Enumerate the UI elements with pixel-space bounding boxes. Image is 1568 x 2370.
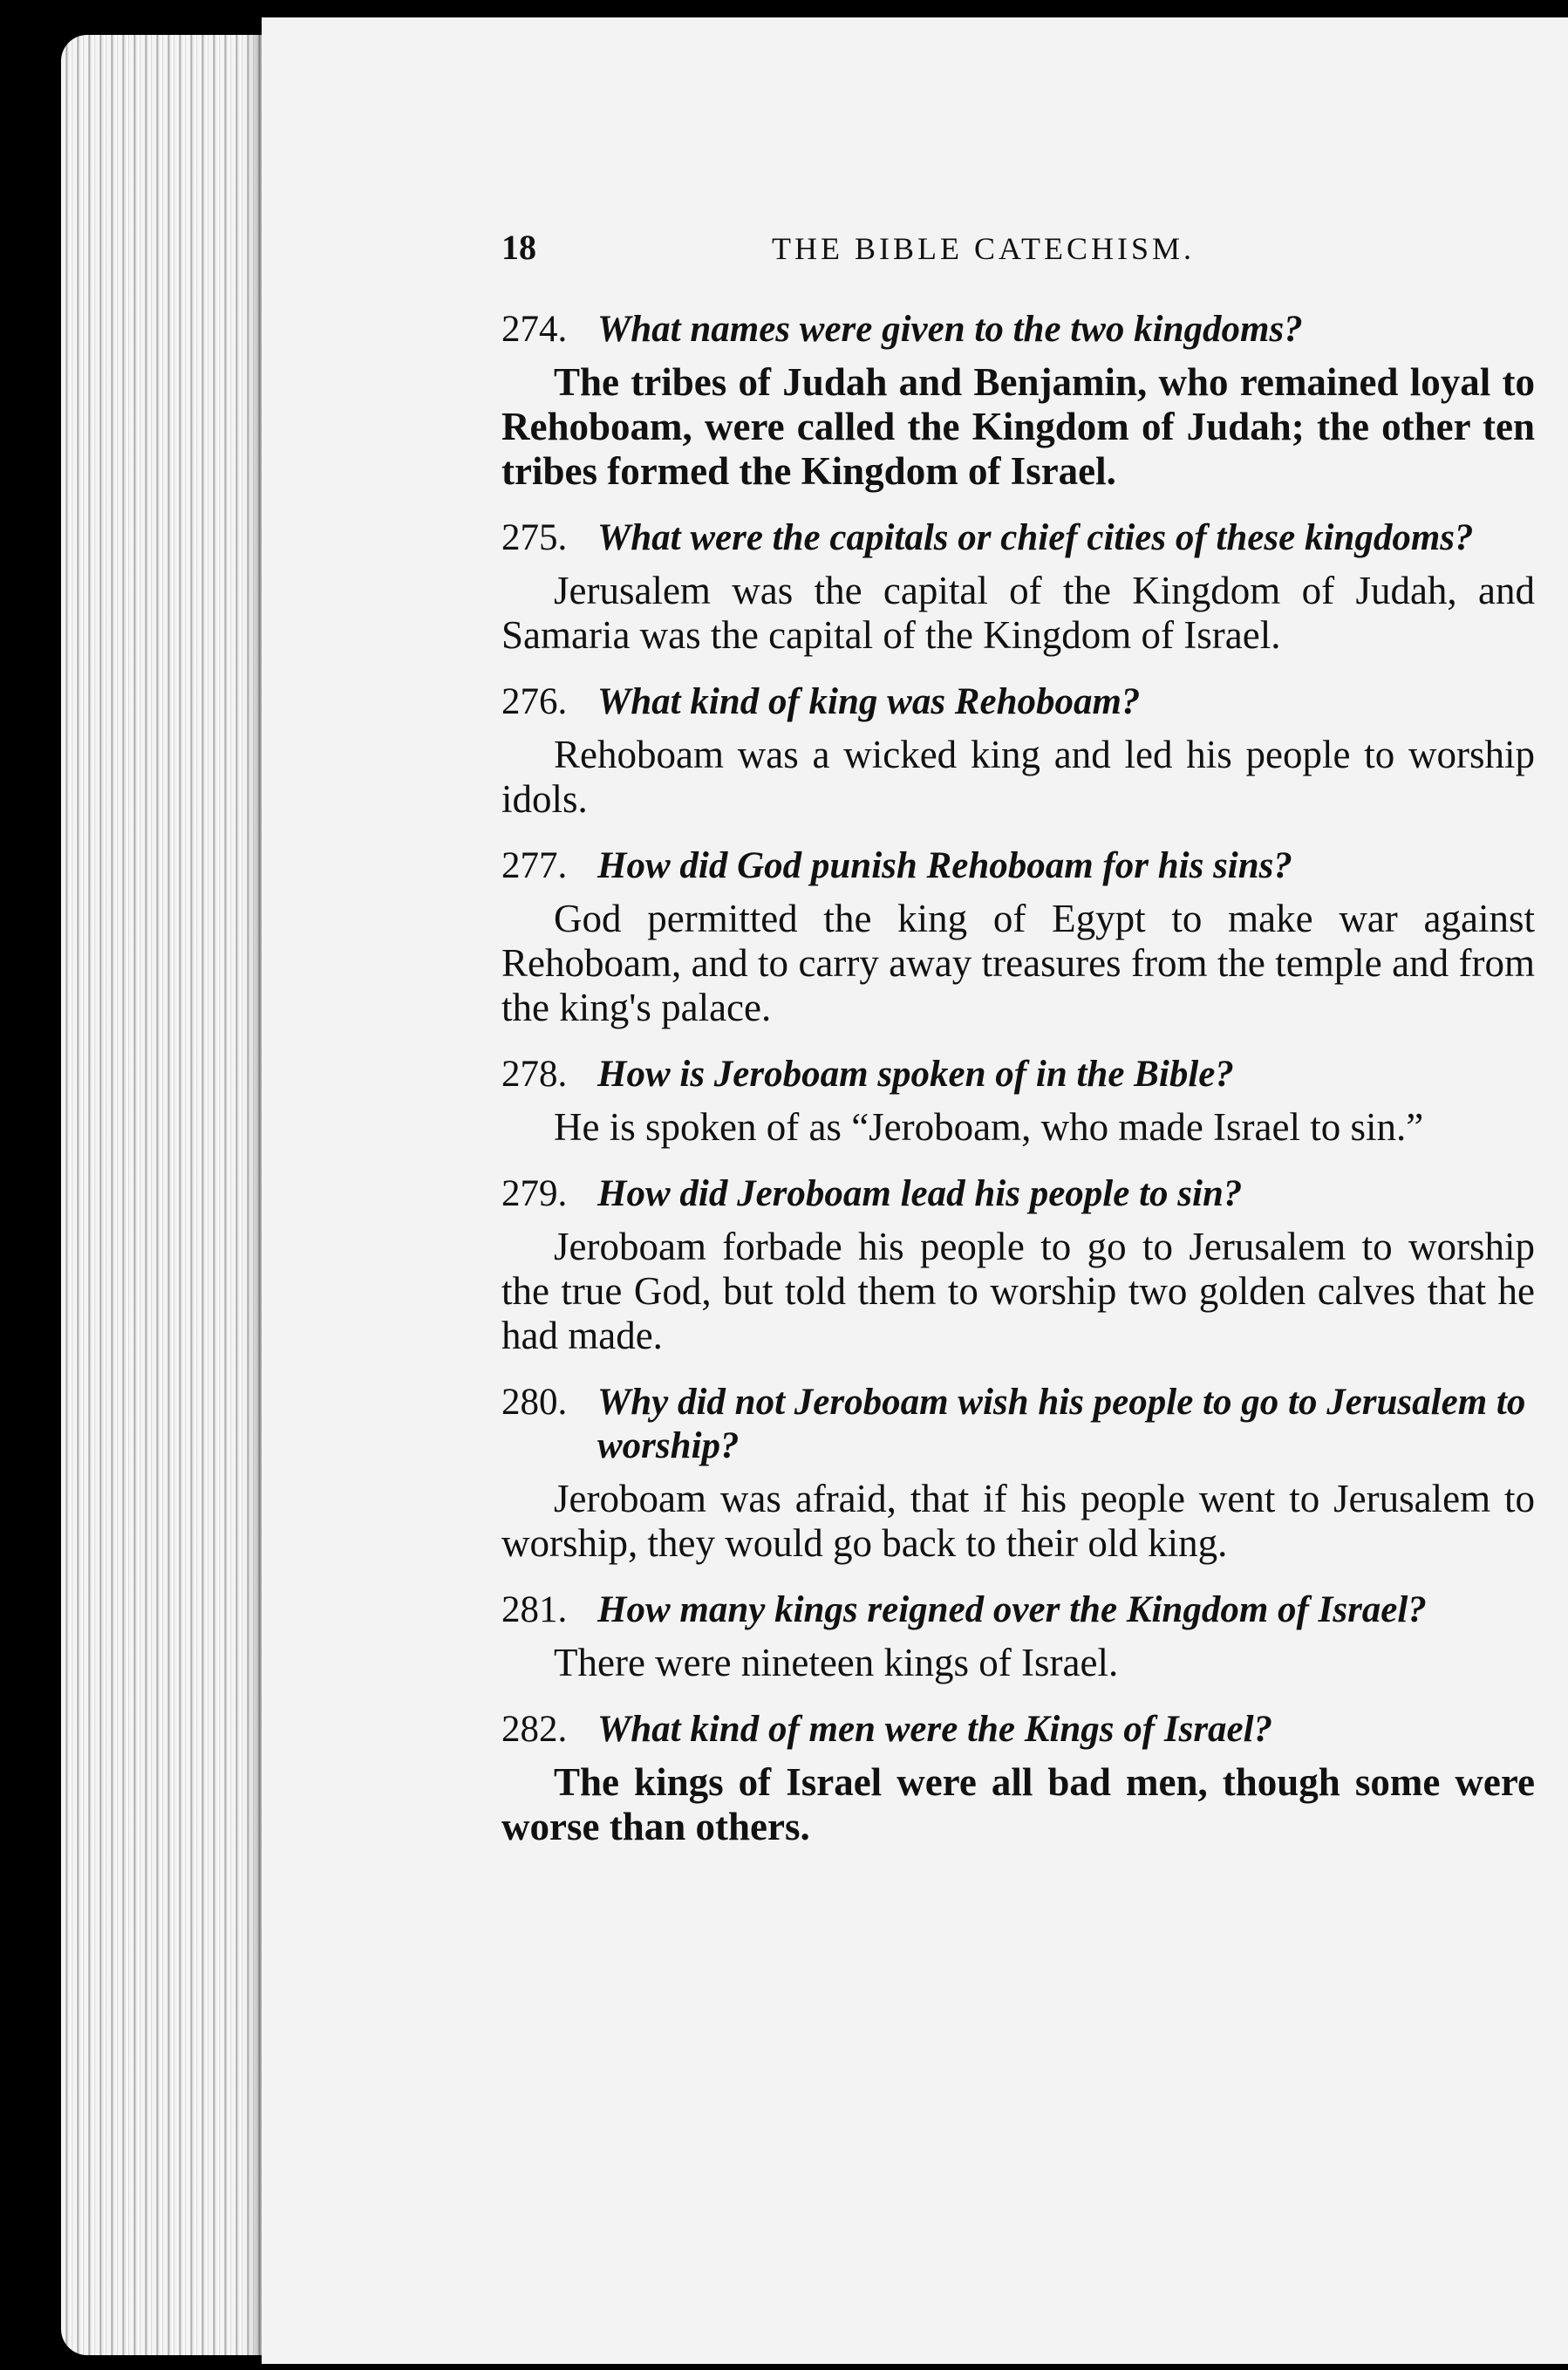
- question: [501, 844, 1535, 888]
- qa-item: [501, 1381, 1535, 1566]
- book-page: [262, 17, 1568, 2364]
- question-text: How did God punish Rehoboam for his sins?: [597, 845, 1292, 886]
- qa-item: [501, 516, 1535, 658]
- question-number: 277.: [501, 845, 568, 886]
- qa-item: [501, 1172, 1535, 1358]
- question-text: What were the capitals or chief cities of these kingdoms?: [597, 517, 1474, 558]
- qa-item: [501, 1053, 1535, 1150]
- running-title: THE BIBLE CATECHISM.: [772, 231, 1195, 266]
- page-number: 18: [501, 228, 536, 267]
- question-text: Why did not Jeroboam wish his people to go to Jerusalem to worship?: [597, 1382, 1526, 1466]
- question-number: 275.: [501, 517, 568, 558]
- answer: He is spoken of as “Jeroboam, who made Israel to sin.”: [554, 1105, 1424, 1149]
- answer: The kings of Israel were all bad men, though some were worse than others.: [501, 1760, 1535, 1848]
- question-text: How is Jeroboam spoken of in the Bible?: [597, 1054, 1234, 1095]
- answer: There were nineteen kings of Israel.: [554, 1641, 1119, 1684]
- question: [501, 308, 1535, 352]
- page-edge-stack: [61, 35, 288, 2355]
- question-text: What kind of men were the Kings of Israel?: [597, 1709, 1273, 1750]
- answer: Jerusalem was the capital of the Kingdom of Judah, and Samaria was the capital of the Kingdom of Israel.: [501, 569, 1535, 657]
- question-text: How many kings reigned over the Kingdom of Israel?: [597, 1589, 1427, 1630]
- question-text: How did Jeroboam lead his people to sin?: [597, 1173, 1243, 1214]
- question-text: What kind of king was Rehoboam?: [597, 681, 1141, 722]
- answer: Rehoboam was a wicked king and led his people to worship idols.: [501, 733, 1535, 821]
- question: [501, 516, 1535, 560]
- question-number: 278.: [501, 1054, 568, 1095]
- question-text: What names were given to the two kingdoms?: [597, 309, 1303, 350]
- question: [501, 1588, 1535, 1632]
- question: [501, 1172, 1535, 1216]
- question-number: 279.: [501, 1173, 568, 1214]
- question: [501, 680, 1535, 724]
- question-number: 281.: [501, 1589, 568, 1630]
- answer: Jeroboam was afraid, that if his people went to Jerusalem to worship, they would go back to their old king.: [501, 1477, 1535, 1565]
- question: [501, 1381, 1535, 1468]
- question: [501, 1708, 1535, 1752]
- qa-item: [501, 844, 1535, 1030]
- answer: Jeroboam forbade his people to go to Jerusalem to worship the true God, but told them to worship two golden calves that he had made.: [501, 1225, 1535, 1357]
- answer: The tribes of Judah and Benjamin, who remained loyal to Rehoboam, were called the Kingdom of Judah; the other ten tribes formed the Kingdom of Israel.: [501, 360, 1535, 493]
- qa-item: [501, 308, 1535, 494]
- page-content: [501, 227, 1535, 1872]
- qa-item: [501, 680, 1535, 822]
- question-number: 274.: [501, 309, 568, 350]
- answer: God permitted the king of Egypt to make war against Rehoboam, and to carry away treasures from the temple and from the king's palace.: [501, 897, 1535, 1029]
- page-header: [501, 227, 1535, 268]
- question-number: 276.: [501, 681, 568, 722]
- question-number: 282.: [501, 1709, 568, 1750]
- question-number: 280.: [501, 1382, 568, 1423]
- qa-item: [501, 1588, 1535, 1685]
- question: [501, 1053, 1535, 1096]
- qa-item: [501, 1708, 1535, 1849]
